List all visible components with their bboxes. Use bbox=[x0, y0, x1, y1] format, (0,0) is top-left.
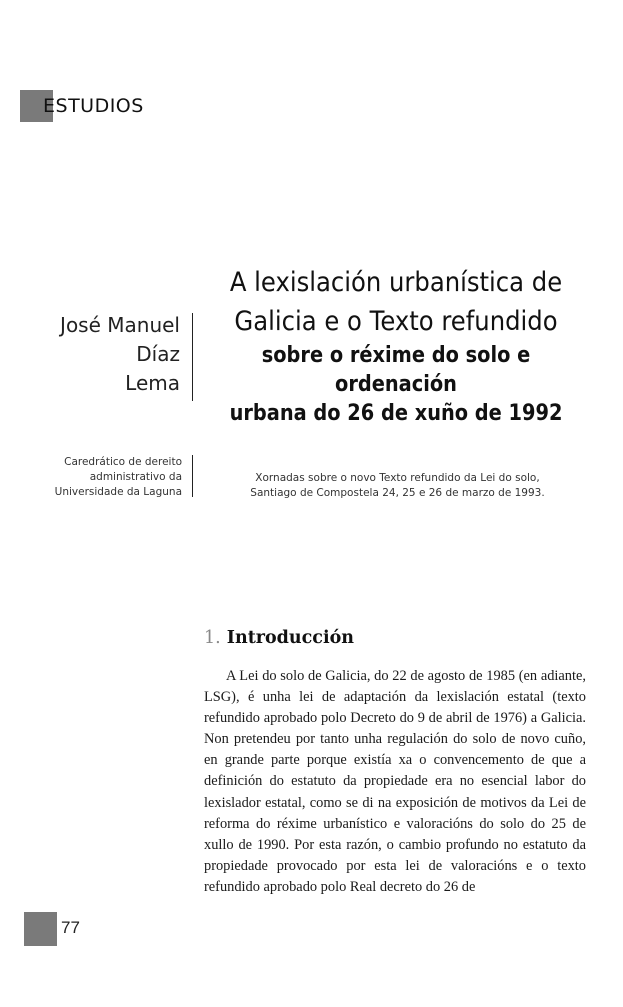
event-line: Santiago de Compostela 24, 25 e 26 de marzo de 1993. bbox=[250, 487, 545, 499]
section-label: ESTUDIOS bbox=[43, 95, 144, 117]
author-name-line: José Manuel bbox=[60, 313, 180, 337]
title-line: A lexislación urbanística de bbox=[229, 267, 563, 298]
event-note bbox=[200, 471, 595, 501]
section-title-text: Introducción bbox=[226, 628, 354, 648]
subtitle-line: urbana do 26 de xuño de 1992 bbox=[229, 401, 563, 426]
event-line: Xornadas sobre o novo Texto refundido da Lei do solo, bbox=[255, 472, 540, 484]
page-number: 77 bbox=[61, 918, 80, 937]
author-name-line: Díaz bbox=[136, 342, 180, 366]
section-header bbox=[20, 90, 144, 122]
article-title bbox=[196, 263, 596, 428]
affiliation-line: Universidade da Laguna bbox=[54, 486, 182, 498]
section-heading bbox=[204, 628, 354, 648]
subtitle-line: sobre o réxime do solo e ordenación bbox=[261, 343, 531, 397]
affiliation-line: administrativo da bbox=[89, 471, 182, 483]
author-name-line: Lema bbox=[125, 371, 180, 395]
affiliation-line: Caredrático de dereito bbox=[64, 456, 182, 468]
section-number: 1. bbox=[204, 628, 221, 648]
title-line: Galicia e o Texto refundido bbox=[234, 306, 558, 337]
title-divider bbox=[192, 313, 193, 401]
author-name bbox=[0, 311, 180, 398]
page-marker-block bbox=[24, 912, 57, 946]
body-paragraph: A Lei do solo de Galicia, do 22 de agosto de 1985 (en adiante, LSG), é unha lei de adaptación da lexislación estatal (texto refundido aprobado polo Decreto do 9 de abril de 1976) a Galicia. Non pretendeu por tanto unha regulación do solo de novo cuño, en grande parte porque existía xa o convencemento de que a definición do estatuto da propiedade era no esencial labor do lexislador estatal, como se di na exposición de motivos da Lei de reforma do réxime urbanístico e valoracións do solo do 25 de xullo de 1990. Por esta razón, o cambio profundo no estatuto da propiedade provocado por esta lei de valoracións e o texto refundido aprobado polo Real decreto do 26 de bbox=[204, 668, 586, 895]
author-affiliation bbox=[0, 455, 182, 500]
affiliation-divider bbox=[192, 455, 193, 497]
